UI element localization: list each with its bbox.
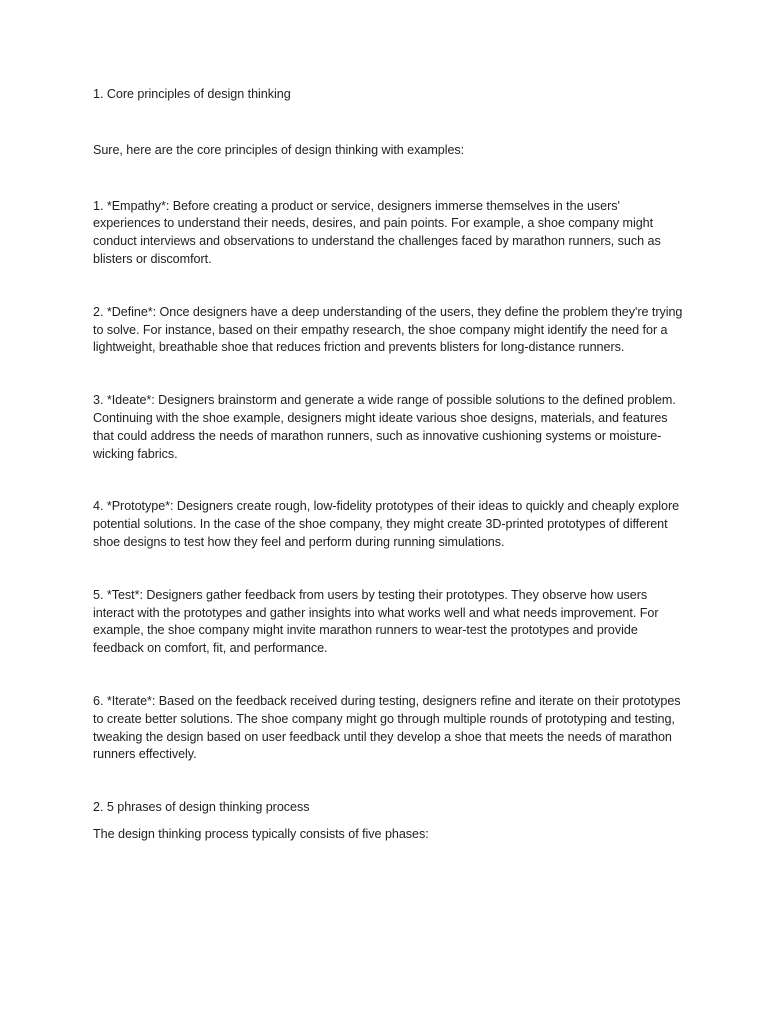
principle-iterate: 6. *Iterate*: Based on the feedback received during testing, designers refine and iterate on their prototypes to create better solutions. The shoe company might go through multiple rounds of prototyping and testing, tweaking the design based on user feedback until they develop a shoe that meets the needs of marathon runners effectively. [93, 693, 681, 762]
section-heading-core-principles: 1. Core principles of design thinking [93, 87, 291, 101]
principle-ideate: 3. *Ideate*: Designers brainstorm and generate a wide range of possible solutions to the defined problem. Continuing with the shoe example, designers might ideate various shoe designs, materials, and features that could address the needs of marathon runners, such as innovative cushioning systems or moisture-wicking fabrics. [93, 393, 676, 461]
principle-define: 2. *Define*: Once designers have a deep understanding of the users, they define the problem they're trying to solve. For instance, based on their empathy research, the shoe company might identify the need for a lightweight, breathable shoe that reduces friction and prevents blisters for long-distance runners. [93, 304, 683, 355]
closing-paragraph: The design thinking process typically consists of five phases: [93, 826, 429, 841]
section-heading-phases: 2. 5 phrases of design thinking process [93, 800, 310, 815]
principle-prototype: 4. *Prototype*: Designers create rough, low-fidelity prototypes of their ideas to quickly and cheaply explore potential solutions. In the case of the shoe company, they might create 3D-printed prototypes of different shoe designs to test how they feel and perform during running simulations. [93, 499, 680, 549]
intro-paragraph: Sure, here are the core principles of design thinking with examples: [93, 142, 465, 157]
document-body [93, 86, 683, 844]
principle-empathy: 1. *Empathy*: Before creating a product or service, designers immerse themselves in the users' experiences to understand their needs, desires, and pain points. For example, a shoe company might conduct interviews and observations to understand the challenges faced by marathon runners, such as blisters or discomfort. [93, 198, 661, 266]
principle-test: 5. *Test*: Designers gather feedback from users by testing their prototypes. They observe how users interact with the prototypes and gather insights into what works well and what needs improvement. For example, the shoe company might invite marathon runners to wear-test the prototypes and provide feedback on comfort, fit, and performance. [93, 587, 659, 656]
